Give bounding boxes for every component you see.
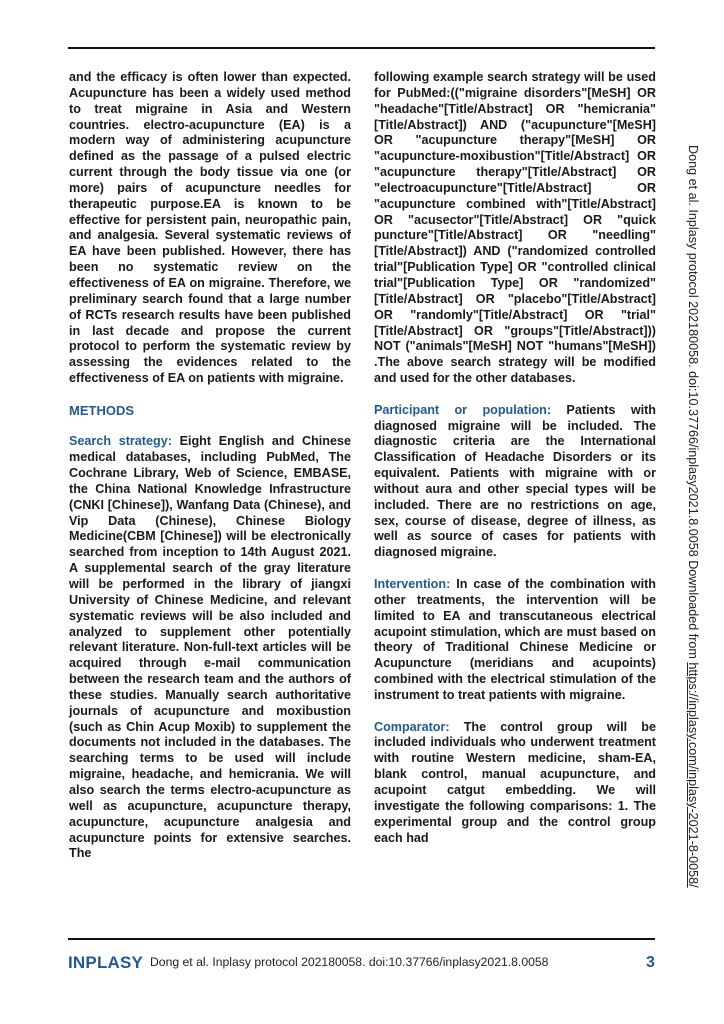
participant-paragraph (374, 403, 656, 561)
intervention-text: In case of the combination with other treatments, the intervention will be limited to EA and transcutaneous electrical acupoint stimulation, which are must based on theory of Traditional Chinese Medicine or Acupuncture (meridians and acupoints) combined with the electrical stimulation of the instrument to treat patients with migraine. (374, 577, 656, 702)
comparator-paragraph (374, 720, 656, 847)
search-strategy-label: Search strategy: (69, 434, 172, 449)
participant-text: Patients with diagnosed migraine will be included. The diagnostic criteria are the International Classification of Headache Disorders or its equivalent. Patients with migraine with or without aura and other special types will be included. There are no restrictions on age, sex, course of disease, degree of illness, as well as source of cases for patients with diagnosed migraine. (374, 402, 656, 560)
search-strategy-paragraph (69, 434, 351, 862)
methods-heading: METHODS (69, 402, 134, 418)
footer-brand-logo: INPLASY (68, 953, 144, 972)
side-note-text: Dong et al. Inplasy protocol 202180058. doi:10.37766/inplasy2021.8.0058 Downloaded from (686, 145, 700, 663)
footer-citation: Dong et al. Inplasy protocol 202180058. doi:10.37766/inplasy2021.8.0058 (150, 955, 549, 969)
header-rule (68, 47, 655, 49)
participant-label: Participant or population: (374, 402, 552, 417)
download-source-link[interactable]: https://inplasy.com/inplasy-2021-8-0058/ (686, 662, 700, 888)
intro-paragraph: and the efficacy is often lower than expected. Acupuncture has been a widely used method to treat migraine in Asia and Western countries. electro-acupuncture (EA) is a modern way of administering acupuncture defined as the passage of a pulsed electric current through the body tissue via one (or more) pairs of acupuncture needles for therapeutic purpose.EA is known to be effective for persistent pain, neuropathic pain, and analgesia. Several systematic reviews of EA have been published. However, there has been no systematic review on the effectiveness of EA on migraine. Therefore, we preliminary search found that a large number of RCTs research results have been published in last decade and propose the current protocol to perform the systematic review by assessing the evidences related to the effectiveness of EA on patients with migraine. (69, 70, 351, 386)
intervention-paragraph (374, 577, 656, 704)
page-number: 3 (646, 954, 655, 971)
intervention-label: Intervention: (374, 577, 451, 591)
comparator-label: Comparator: (374, 719, 450, 734)
right-column (374, 70, 656, 862)
comparator-text: The control group will be included individuals who underwent treatment with routine Western medicine, sham-EA, blank control, manual acupuncture, and acupoint catgut embedding. We will investigate the following comparisons: 1. The experimental group and the control group each had (374, 719, 656, 845)
search-query-paragraph: following example search strategy will be used for PubMed:(("migraine disorders"[MeSH] OR "headache"[Title/Abstract] OR "hemicrania"[Title/Abstract]) AND ("acupuncture"[MeSH] OR "acupuncture therapy"[MeSH] OR "acupuncture-moxibustion"[Title/Abstract] OR "acupuncture therapy"[Title/Abstract] OR "electroacupuncture"[Title/Abstract] OR "acupuncture combined with"[Title/Abstract] OR "acusector"[Title/Abstract] OR "quick puncture"[Title/Abstract] OR "needling"[Title/Abstract]) AND ("randomized controlled trial"[Publication Type] OR "controlled clinical trial"[Publication Type] OR "randomized"[Title/Abstract] OR "placebo"[Title/Abstract] OR "randomly"[Title/Abstract] OR "trial"[Title/Abstract] OR "groups"[Title/Abstract])) NOT ("animals"[MeSH] NOT "humans"[MeSH]) .The above search strategy will be modified and used for the other databases. (374, 70, 656, 386)
left-column (69, 70, 351, 878)
side-download-note (686, 145, 700, 888)
search-strategy-text: Eight English and Chinese medical databases, including PubMed, The Cochrane Library, Web of Science, EMBASE, the China National Knowledge Infrastructure (CNKI [Chinese]), Wanfang Data (Chinese), and Vip Data (Chinese), Chinese Biology Medicine(CBM [Chinese]) will be electronically searched from inception to 14th August 2021. A supplemental search of the gray literature will be performed in the library of jiangxi University of Chinese Medicine, and relevant systematic reviews will be also included and analyzed to supplement other potentially relevant literature. Non-full-text articles will be acquired through e-mail communication between the research team and the authors of these studies. Manually search authoritative journals of acupuncture and moxibustion (such as Chin Acup Moxib) to supplement the documents not included in the databases. The searching terms to be used will include migraine, headache, and hemicrania. We will also search the terms electro-acupuncture as well as acupuncture, acupuncture therapy, acupuncture, acupuncture analgesia and acupuncture points for extensive searches. The (69, 434, 351, 861)
footer-rule (68, 938, 655, 940)
